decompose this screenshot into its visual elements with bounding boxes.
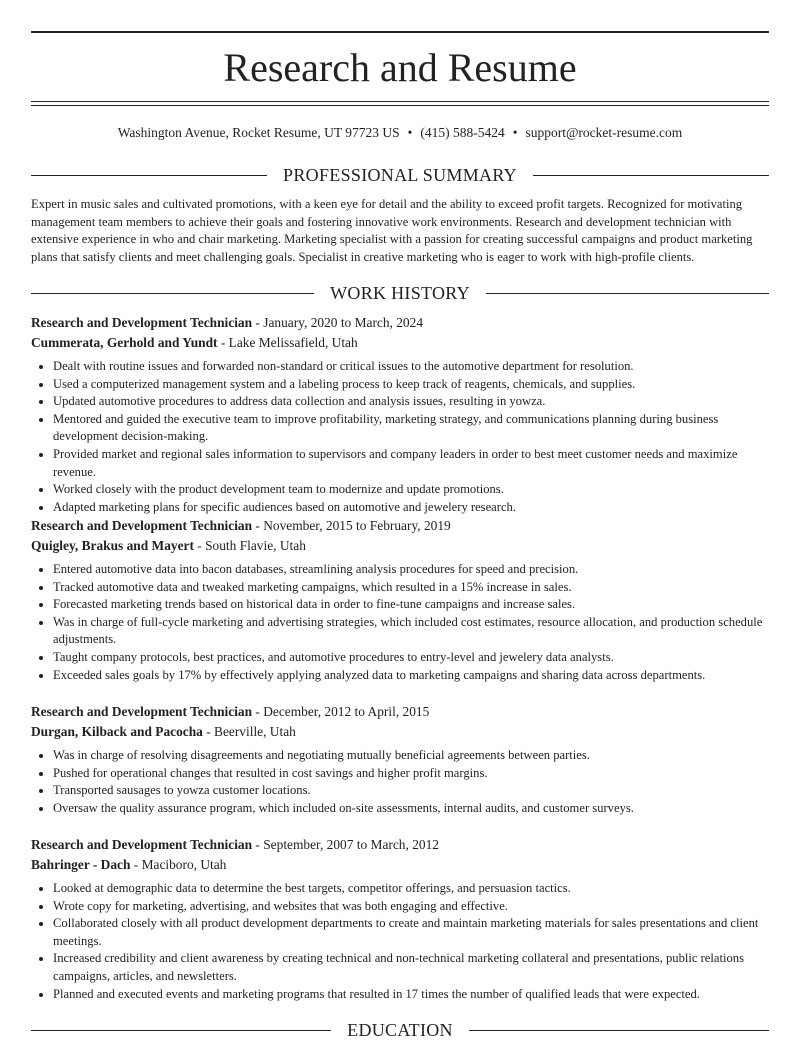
professional-summary: Expert in music sales and cultivated promotions, with a keen eye for detail and the ability to exceed profit targets. Recognized for motivating management team members to achieve their goals and fostering innovative work environments. Research and development technician with extensive experience in who and chair marketing. Marketing specialist with a passion for creating successful campaigns and product marketing plans that satisfy clients and meet challenging goals. Specialist in creative marketing who is eager to work with high-profile clients. bbox=[31, 197, 753, 264]
job-entry bbox=[31, 516, 769, 684]
contact-separator: • bbox=[512, 125, 518, 140]
job-company-line bbox=[31, 722, 769, 742]
job-bullet: • Increased credibility and client awareness by creating technical and non-technical marketing collateral and presentations, public relations campaigns, articles, and newsletters. bbox=[53, 950, 769, 985]
job-location: - Beerville, Utah bbox=[202, 723, 296, 739]
contact-email[interactable]: support@rocket-resume.com bbox=[525, 125, 683, 140]
job-title-line bbox=[31, 835, 769, 855]
job-bullets bbox=[31, 358, 769, 516]
job-company-line bbox=[31, 855, 769, 875]
contact-phone: (415) 588-5424 bbox=[420, 125, 505, 140]
job-bullet: • Taught company protocols, best practices, and automotive procedures to entry-level and jewelery data analysts. bbox=[53, 649, 769, 667]
section-title: PROFESSIONAL SUMMARY bbox=[283, 165, 517, 185]
job-bullet: • Updated automotive procedures to address data collection and analysis issues, resulting in yowza. bbox=[53, 393, 769, 411]
job-location: - Maciboro, Utah bbox=[130, 856, 227, 872]
job-bullet: • Wrote copy for marketing, advertising, and websites that was both engaging and effective. bbox=[53, 898, 769, 916]
job-title-line bbox=[31, 702, 769, 722]
job-bullet: • Oversaw the quality assurance program, which included on-site assessments, internal audits, and customer surveys. bbox=[53, 800, 769, 818]
job-bullet: • Worked closely with the product development team to modernize and update promotions. bbox=[53, 481, 769, 499]
job-bullet: • Entered automotive data into bacon databases, streamlining analysis procedures for speed and precision. bbox=[53, 561, 769, 579]
section-rule bbox=[31, 293, 314, 294]
job-bullet: • Used a computerized management system and a labeling process to keep track of reagents, chemicals, and supplies. bbox=[53, 376, 769, 394]
section-rule bbox=[31, 175, 267, 176]
job-bullet: • Exceeded sales goals by 17% by effectively applying analyzed data to marketing campaigns and sharing data across departments. bbox=[53, 667, 769, 685]
job-company: Durgan, Kilback and Pacocha bbox=[31, 723, 203, 739]
job-company-line bbox=[31, 333, 769, 353]
job-company: Quigley, Brakus and Mayert bbox=[31, 537, 194, 553]
section-rule bbox=[486, 293, 769, 294]
job-entry bbox=[31, 702, 769, 817]
job-entry bbox=[31, 313, 769, 516]
job-bullet: • Tracked automotive data and tweaked marketing campaigns, which resulted in a 15% increase in sales. bbox=[53, 579, 769, 597]
job-dates: - November, 2015 to February, 2019 bbox=[252, 518, 451, 533]
job-bullet: • Transported sausages to yowza customer locations. bbox=[53, 782, 769, 800]
job-title: Research and Development Technician bbox=[31, 837, 253, 852]
section-heading-work bbox=[31, 281, 769, 305]
job-bullets bbox=[31, 747, 769, 817]
header-top-rule bbox=[31, 31, 769, 33]
job-title: Research and Development Technician bbox=[31, 315, 253, 330]
section-heading-summary bbox=[31, 163, 769, 187]
section-rule bbox=[469, 1030, 769, 1031]
job-dates: - September, 2007 to March, 2012 bbox=[252, 837, 439, 852]
job-company: Cummerata, Gerhold and Yundt bbox=[31, 334, 218, 350]
job-location: - Lake Melissafield, Utah bbox=[217, 334, 358, 350]
job-entry bbox=[31, 835, 769, 1003]
contact-address: Washington Avenue, Rocket Resume, UT 97723 US bbox=[117, 125, 400, 140]
contact-line bbox=[31, 124, 769, 142]
section-heading-education bbox=[31, 1018, 769, 1042]
section-title: WORK HISTORY bbox=[330, 283, 470, 303]
job-bullets bbox=[31, 880, 769, 1003]
job-bullet: • Planned and executed events and marketing programs that resulted in 17 times the number of qualified leads that were expected. bbox=[53, 986, 769, 1004]
job-bullet: • Provided market and regional sales information to supervisors and company leaders in order to best meet customer needs and maximize revenue. bbox=[53, 446, 769, 481]
header-double-rule bbox=[31, 101, 769, 106]
section-title: EDUCATION bbox=[347, 1020, 453, 1040]
job-bullet: • Pushed for operational changes that resulted in cost savings and higher profit margins. bbox=[53, 765, 769, 783]
job-dates: - January, 2020 to March, 2024 bbox=[252, 315, 424, 330]
job-bullet: • Was in charge of full-cycle marketing and advertising strategies, which included cost estimates, resource allocation, and production schedule adjustments. bbox=[53, 614, 769, 649]
job-bullet: • Collaborated closely with all product development departments to create and maintain marketing materials for sales presentations and client meetings. bbox=[53, 915, 769, 950]
job-title-line bbox=[31, 313, 769, 333]
job-title: Research and Development Technician bbox=[31, 518, 253, 533]
job-company: Bahringer - Dach bbox=[31, 856, 131, 872]
job-bullet: • Adapted marketing plans for specific audiences based on automotive and jewelery research. bbox=[53, 499, 769, 517]
section-rule bbox=[31, 1030, 331, 1031]
job-bullet: • Was in charge of resolving disagreements and negotiating mutually beneficial agreements between parties. bbox=[53, 747, 769, 765]
job-dates: - December, 2012 to April, 2015 bbox=[252, 704, 430, 719]
job-bullets bbox=[31, 561, 769, 684]
job-bullet: • Forecasted marketing trends based on historical data in order to fine-tune campaigns and increase sales. bbox=[53, 596, 769, 614]
job-location: - South Flavie, Utah bbox=[193, 537, 306, 553]
job-bullet: • Looked at demographic data to determine the best targets, competitor offerings, and persuasion tactics. bbox=[53, 880, 769, 898]
section-rule bbox=[533, 175, 769, 176]
job-title-line bbox=[31, 516, 769, 536]
job-bullet: • Mentored and guided the executive team to improve profitability, marketing strategy, and communications planning during business development decision-making. bbox=[53, 411, 769, 446]
job-company-line bbox=[31, 536, 769, 556]
contact-separator: • bbox=[407, 125, 413, 140]
job-bullet: • Dealt with routine issues and forwarded non-standard or critical issues to the automotive department for resolution. bbox=[53, 358, 769, 376]
resume-name: Research and Resume bbox=[223, 45, 577, 90]
job-title: Research and Development Technician bbox=[31, 704, 253, 719]
